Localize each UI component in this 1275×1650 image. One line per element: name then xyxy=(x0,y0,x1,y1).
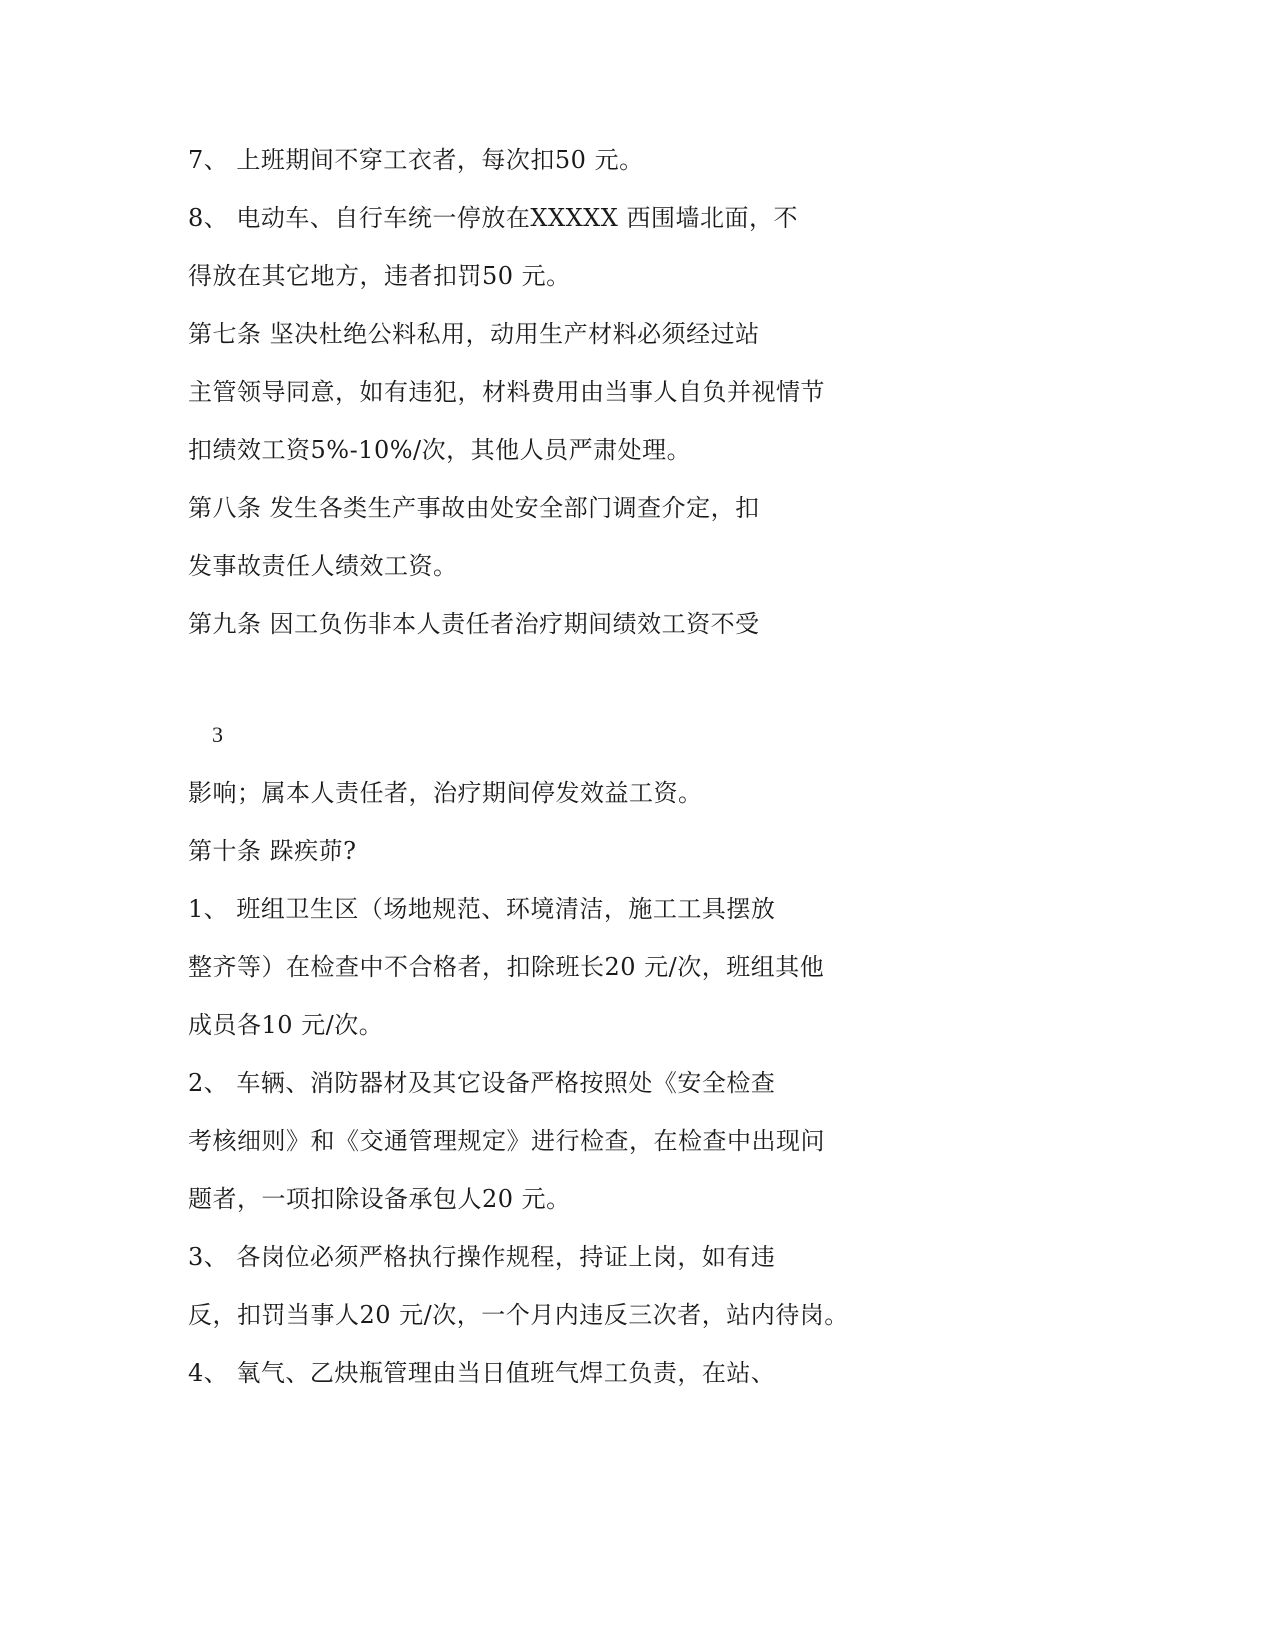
text-line: 3、 各岗位必须严格执行操作规程，持证上岗，如有违 xyxy=(188,1243,776,1271)
text-line: 2、 车辆、消防器材及其它设备严格按照处《安全检查 xyxy=(188,1069,776,1097)
text-line: 第十条 跺疾茆? xyxy=(188,837,357,865)
text-line: 7、 上班期间不穿工衣者，每次扣50 元。 xyxy=(188,146,644,174)
text-line: 反，扣罚当事人20 元/次，一个月内违反三次者，站内待岗。 xyxy=(188,1301,849,1329)
text-line: 第七条 坚决杜绝公料私用，动用生产材料必须经过站 xyxy=(188,320,760,348)
text-line: 整齐等）在检查中不合格者，扣除班长20 元/次，班组其他 xyxy=(188,953,825,981)
text-line: 扣绩效工资5%-10%/次，其他人员严肃处理。 xyxy=(188,436,692,464)
text-line: 得放在其它地方，违者扣罚50 元。 xyxy=(188,262,571,290)
text-line: 第九条 因工负伤非本人责任者治疗期间绩效工资不受 xyxy=(188,610,760,638)
text-line: 1、 班组卫生区（场地规范、环境清洁，施工工具摆放 xyxy=(188,895,776,923)
text-line: 影响；属本人责任者，治疗期间停发效益工资。 xyxy=(188,779,703,807)
text-line: 发事故责任人绩效工资。 xyxy=(188,552,458,580)
text-line: 主管领导同意，如有违犯，材料费用由当事人自负并视情节 xyxy=(188,378,825,406)
text-line: 成员各10 元/次。 xyxy=(188,1011,384,1039)
text-line: 题者，一项扣除设备承包人20 元。 xyxy=(188,1185,571,1213)
page-number: 3 xyxy=(212,722,223,747)
text-line: 考核细则》和《交通管理规定》进行检查，在检查中出现问 xyxy=(188,1127,825,1155)
text-line: 8、 电动车、自行车统一停放在XXXXX 西围墙北面，不 xyxy=(188,204,798,232)
text-line: 4、 氧气、乙炔瓶管理由当日值班气焊工负责，在站、 xyxy=(188,1359,776,1387)
text-line: 第八条 发生各类生产事故由处安全部门调查介定，扣 xyxy=(188,494,760,522)
